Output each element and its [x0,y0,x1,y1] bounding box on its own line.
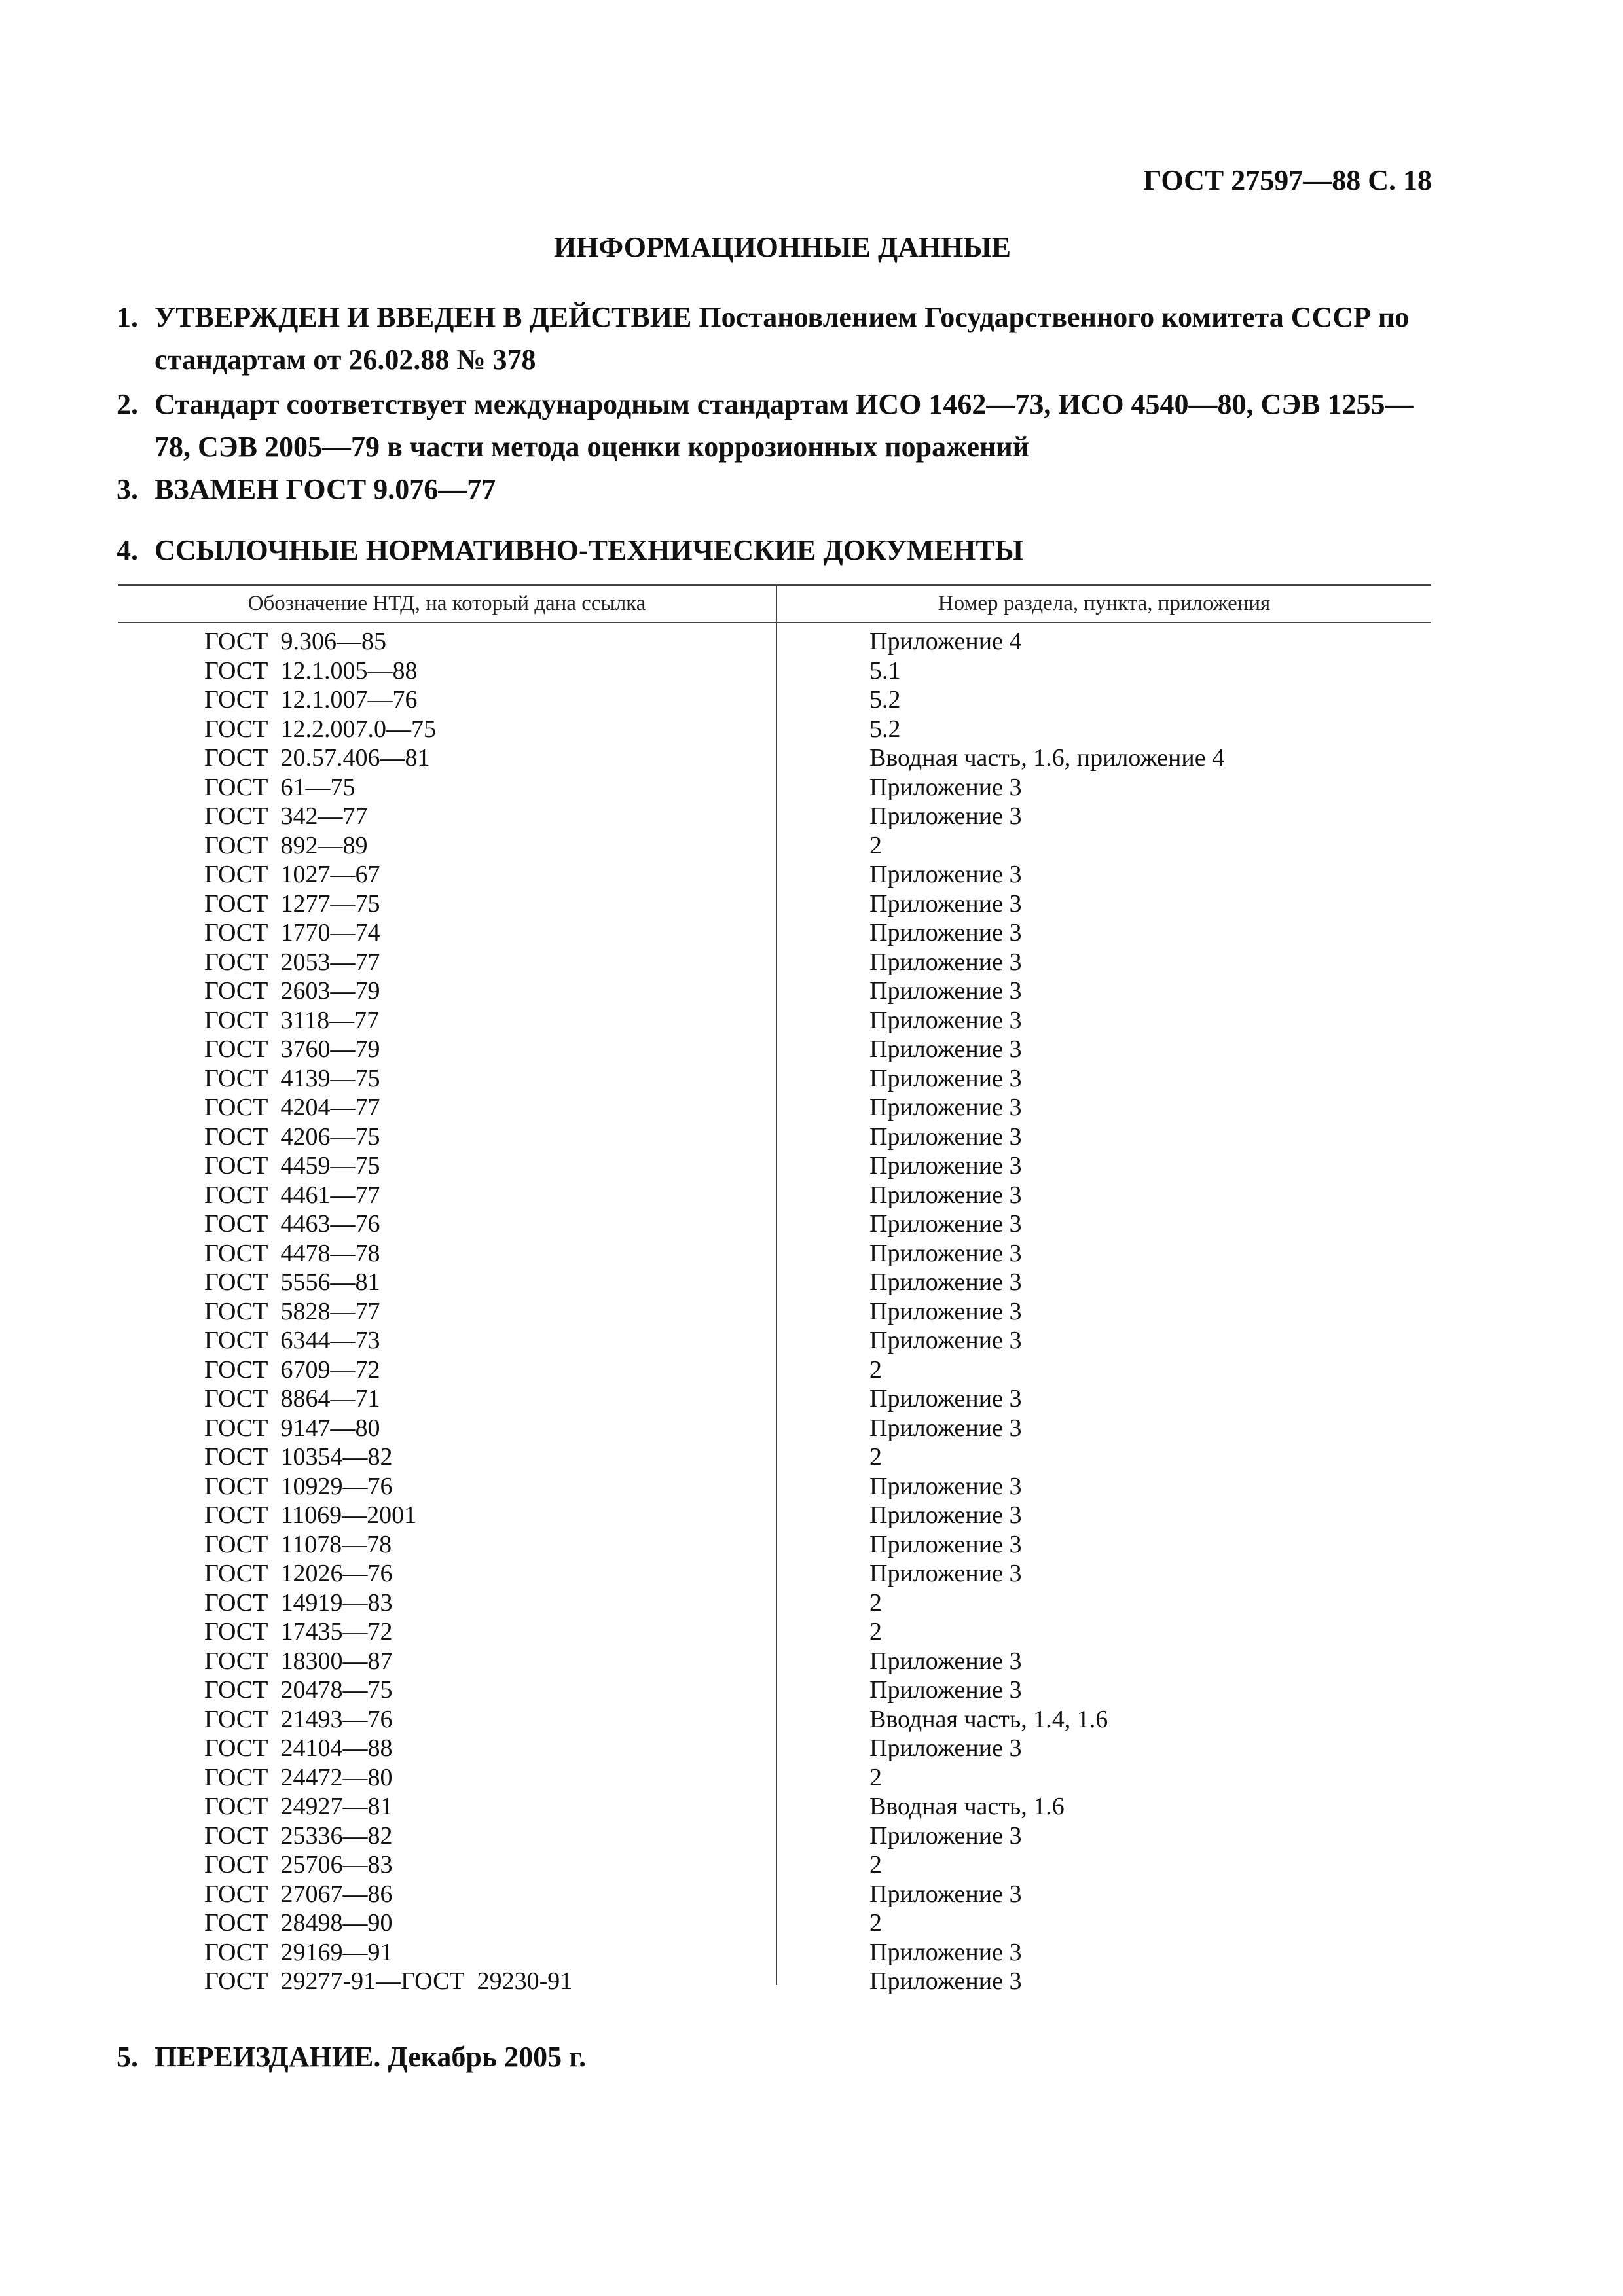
document-designation: ГОСТ 24104—88 [204,1734,393,1762]
table-row [118,948,1431,977]
section-reference: Приложение 4 [869,628,1022,655]
item-heading: Стандарт соответствует международным стандартам [155,388,849,420]
section-reference: Приложение 3 [869,1414,1022,1442]
document-designation: ГОСТ 29169—91 [204,1938,393,1966]
table-row [118,715,1431,744]
table-row [118,1268,1431,1297]
section-reference: 5.2 [869,715,901,743]
table-row [118,1880,1431,1909]
table-row [118,977,1431,1006]
table-row [118,1035,1431,1064]
table-row [118,1181,1431,1210]
document-designation: ГОСТ 24927—81 [204,1793,393,1820]
document-designation: ГОСТ 12.1.007—76 [204,686,418,713]
document-designation: ГОСТ 61—75 [204,773,356,801]
table-row [118,1210,1431,1239]
section-reference: Приложение 3 [869,977,1022,1005]
document-designation: ГОСТ 4204—77 [204,1094,380,1121]
document-title: ИНФОРМАЦИОННЫЕ ДАННЫЕ [553,231,1012,263]
table-row [118,1734,1431,1763]
document-designation: ГОСТ 21493—76 [204,1705,393,1733]
item-heading: ПЕРЕИЗДАНИЕ. [155,2041,381,2073]
table-row [118,1705,1431,1734]
section-reference: 2 [869,1851,882,1878]
document-designation: ГОСТ 1277—75 [204,889,380,918]
table-header-section: Номер раздела, пункта, приложения [938,592,1271,615]
document-designation: ГОСТ 12.2.007.0—75 [204,715,436,743]
document-designation: ГОСТ 3118—77 [204,1006,380,1034]
section-reference: Вводная часть, 1.4, 1.6 [869,1705,1108,1733]
table-row [118,1501,1431,1530]
section-reference: 2 [869,1355,882,1384]
table-row [118,1588,1431,1618]
item-heading: УТВЕРЖДЕН И ВВЕДЕН В ДЕЙСТВИЕ [155,301,692,333]
section-reference: Приложение 3 [869,948,1022,976]
section-reference: Приложение 3 [869,1297,1022,1325]
table-row [118,889,1431,919]
document-designation: ГОСТ 11078—78 [204,1530,392,1558]
document-designation: ГОСТ 24472—80 [204,1763,393,1791]
table-row [118,1472,1431,1501]
section-reference: Приложение 3 [869,1268,1022,1296]
table-row [118,1093,1431,1122]
table-row [118,1384,1431,1414]
section-reference: Приложение 3 [869,1647,1022,1675]
section-reference: Вводная часть, 1.6, приложение 4 [869,744,1225,772]
document-designation: ГОСТ 8864—71 [204,1385,380,1412]
table-row [118,1530,1431,1560]
document-designation: ГОСТ 10929—76 [204,1472,393,1500]
section-reference: Приложение 3 [869,1530,1022,1558]
section-reference: 2 [869,1618,882,1645]
table-row [118,1006,1431,1035]
table-row [118,1239,1431,1268]
section-reference: Приложение 3 [869,1967,1022,1995]
item-text: Декабрь 2005 г. [380,2041,587,2073]
info-item-2 [117,383,1431,468]
section-reference: 2 [869,831,882,859]
section-reference: 5.2 [869,686,901,713]
document-designation: ГОСТ 27067—86 [204,1880,393,1908]
document-designation: ГОСТ 28498—90 [204,1909,393,1937]
document-designation: ГОСТ 4206—75 [204,1122,380,1151]
document-designation: ГОСТ 11069—2001 [204,1501,417,1529]
table-body [118,627,1431,1996]
table-row [118,744,1431,773]
table-row [118,1792,1431,1821]
table-row [118,1443,1431,1472]
document-designation: ГОСТ 5828—77 [204,1297,380,1325]
section-reference: Приложение 3 [869,1938,1022,1966]
document-designation: ГОСТ 9.306—85 [204,628,386,655]
section-reference: Приложение 3 [869,1501,1022,1529]
table-row [118,1122,1431,1152]
document-designation: ГОСТ 14919—83 [204,1588,393,1617]
document-designation: ГОСТ 4463—76 [204,1210,380,1238]
section-reference: Приложение 3 [869,1880,1022,1908]
table-row [118,802,1431,831]
document-designation: ГОСТ 4139—75 [204,1064,380,1092]
section-reference: Приложение 3 [869,1035,1022,1063]
document-designation: ГОСТ 12026—76 [204,1560,393,1587]
table-row [118,685,1431,715]
section-reference: Приложение 3 [869,1327,1022,1354]
document-designation: ГОСТ 4459—75 [204,1152,380,1179]
section-reference: Приложение 3 [869,1385,1022,1412]
info-item-3 [117,468,1431,511]
section-reference: Вводная часть, 1.6 [869,1793,1065,1820]
table-row [118,1414,1431,1443]
document-designation: ГОСТ 17435—72 [204,1618,393,1645]
section-reference: Приложение 3 [869,1122,1022,1151]
table-row [118,1064,1431,1094]
section-reference: Приложение 3 [869,1821,1022,1850]
item-number: 1. [117,301,138,333]
section-reference: Приложение 3 [869,1676,1022,1704]
page-header: ГОСТ 27597—88 С. 18 [1143,164,1432,196]
document-designation: ГОСТ 20.57.406—81 [204,744,430,772]
table-row [118,1326,1431,1355]
item-number: 3. [117,473,138,505]
document-designation: ГОСТ 2053—77 [204,948,380,976]
document-designation: ГОСТ 3760—79 [204,1035,380,1063]
table-row [118,1821,1431,1851]
section-reference: Приложение 3 [869,1094,1022,1121]
section-reference: Приложение 3 [869,889,1022,918]
document-designation: ГОСТ 10354—82 [204,1443,393,1471]
item-number: 5. [117,2041,138,2073]
section-reference: Приложение 3 [869,802,1022,830]
section-reference: Приложение 3 [869,1064,1022,1092]
document-designation: ГОСТ 1770—74 [204,919,380,946]
info-item-5 [117,2036,1431,2078]
section-reference: 2 [869,1909,882,1937]
table-row [118,1909,1431,1938]
document-designation: ГОСТ 6344—73 [204,1327,380,1354]
document-designation: ГОСТ 342—77 [204,802,368,830]
document-designation: ГОСТ 9147—80 [204,1414,380,1442]
section-reference: Приложение 3 [869,1006,1022,1034]
item-heading: ССЫЛОЧНЫЕ НОРМАТИВНО-ТЕХНИЧЕСКИЕ ДОКУМЕНТЫ [155,534,1023,566]
document-designation: ГОСТ 29277-91—ГОСТ 29230-91 [204,1967,573,1995]
section-reference: Приложение 3 [869,919,1022,946]
table-header-document: Обозначение НТД, на который дана ссылка [247,592,646,615]
document-designation: ГОСТ 4478—78 [204,1239,380,1267]
section-reference: 5.1 [869,656,901,685]
item-number: 4. [117,534,138,566]
document-designation: ГОСТ 892—89 [204,831,368,859]
table-row [118,773,1431,802]
table-row [118,831,1431,861]
document-designation: ГОСТ 5556—81 [204,1268,380,1296]
table-row [118,1676,1431,1705]
item-text: Постановлением Государственного комитета СССР по стандартам от 26.02.88 № 378 [155,301,1410,376]
section-reference: Приложение 3 [869,1181,1022,1209]
table-row [118,656,1431,686]
document-designation: ГОСТ 2603—79 [204,977,380,1005]
document-designation: ГОСТ 1027—67 [204,861,380,888]
document-designation: ГОСТ 6709—72 [204,1355,380,1384]
table-row [118,1763,1431,1793]
table-row [118,1355,1431,1385]
document-designation: ГОСТ 18300—87 [204,1647,393,1675]
section-reference: Приложение 3 [869,1472,1022,1500]
section-reference: Приложение 3 [869,1152,1022,1179]
item-heading: ВЗАМЕН ГОСТ 9.076—77 [155,473,496,505]
info-item-1 [117,296,1431,381]
section-reference: Приложение 3 [869,1210,1022,1238]
info-item-4 [117,529,1431,571]
table-row [118,1151,1431,1181]
table-row [118,1647,1431,1676]
table-row [118,1617,1431,1647]
document-designation: ГОСТ 20478—75 [204,1676,393,1704]
section-reference: Приложение 3 [869,1239,1022,1267]
reference-documents-table [118,584,1431,1995]
table-row [118,1559,1431,1588]
item-number: 2. [117,388,138,420]
section-reference: 2 [869,1588,882,1617]
section-reference: Приложение 3 [869,861,1022,888]
table-row [118,1967,1431,1996]
section-reference: Приложение 3 [869,1734,1022,1762]
table-row [118,1938,1431,1967]
item-text: ИСО 1462—73, ИСО 4540—80, СЭВ 1255—78, СЭВ 2005—79 в части метода оценки коррозионных поражений [155,388,1414,463]
table-row [118,860,1431,889]
section-reference: Приложение 3 [869,1560,1022,1587]
section-reference: Приложение 3 [869,773,1022,801]
section-reference: 2 [869,1763,882,1791]
document-designation: ГОСТ 4461—77 [204,1181,380,1209]
table-row [118,918,1431,948]
document-designation: ГОСТ 25706—83 [204,1851,393,1878]
document-designation: ГОСТ 25336—82 [204,1821,393,1850]
table-row [118,627,1431,656]
document-designation: ГОСТ 12.1.005—88 [204,656,418,685]
table-header-rule [118,622,1431,623]
section-reference: 2 [869,1443,882,1471]
table-row [118,1297,1431,1327]
table-row [118,1850,1431,1880]
